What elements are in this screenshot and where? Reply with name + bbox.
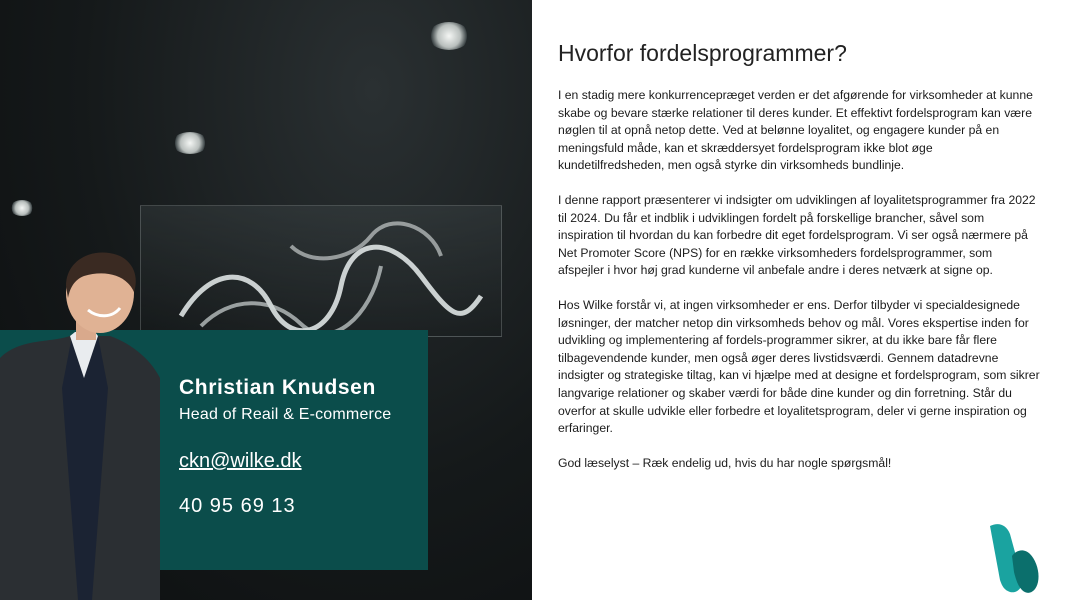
contact-role: Head of Reail & E-commerce xyxy=(179,406,392,423)
ceiling-light xyxy=(10,200,34,216)
article-paragraph: I denne rapport præsenterer vi indsigter om udviklingen af loyalitetsprogrammer fra 2022 til 2024. Du får et indblik i udviklingen fordelt på forskellige brancher, såvel som inspiration til hvordan du kan forbedre dit eget fordelsprogram. Vi ser også nærmere på Net Promoter Score (NPS) for en række virksomheders fordelsprogrammer, som afspejler i hvor høj grad kunderne vil anbefale andre i deres netværk at signe op. xyxy=(558,192,1036,278)
neon-sign xyxy=(141,206,501,336)
ceiling-light xyxy=(428,22,470,50)
contact-phone: 40 95 69 13 xyxy=(179,495,296,517)
ceiling-light xyxy=(172,132,208,154)
contact-details xyxy=(179,376,391,518)
article-paragraph: I en stadig mere konkurrencepræget verden er det afgørende for virksomheder at kunne skabe og bevare stærke relationer til deres kunder. Et effektivt fordelsprogram kan være nøglen til at opnå netop dette. Ved at belønne loyalitet, og engagere kunder på en meningsfuld måde, kan et skræddersyet fordelsprogram ikke blot øge kundetilfredsheden, men også styrke din virksomheds bundlinje. xyxy=(558,88,1033,173)
article-paragraph: God læselyst – Ræk endelig ud, hvis du har nogle spørgsmål! xyxy=(558,455,892,470)
person-photo xyxy=(0,248,160,600)
article-paragraph: Hos Wilke forstår vi, at ingen virksomheder er ens. Derfor tilbyder vi specialdesignede løsninger, der matcher netop din virksomheds behov og mål. Vores ekspertise inden for udvikling og implementering af fordels-programmer sikrer, at du ikke bare får flere tilbagevendende kunder, men også øger deres livstidsværdi. Gennem datadrevne indsigter og strategiske tiltag, kan vi hjælpe med at designe et fordelsprogram, som sikrer langvarige relationer og skaber værdi for både dine kunder og din forretning. Står du overfor at skulle udvikle eller forbedre et loyalitetsprogram, deler vi gerne inspiration og erfaringer. xyxy=(558,297,1040,436)
contact-name: Christian Knudsen xyxy=(179,376,376,399)
article-heading: Hvorfor fordelsprogrammer? xyxy=(558,40,847,66)
contact-email-link[interactable]: ckn@wilke.dk xyxy=(179,450,302,472)
article xyxy=(558,40,1040,489)
neon-display-case xyxy=(140,205,502,337)
wilke-logo-icon xyxy=(988,520,1042,596)
